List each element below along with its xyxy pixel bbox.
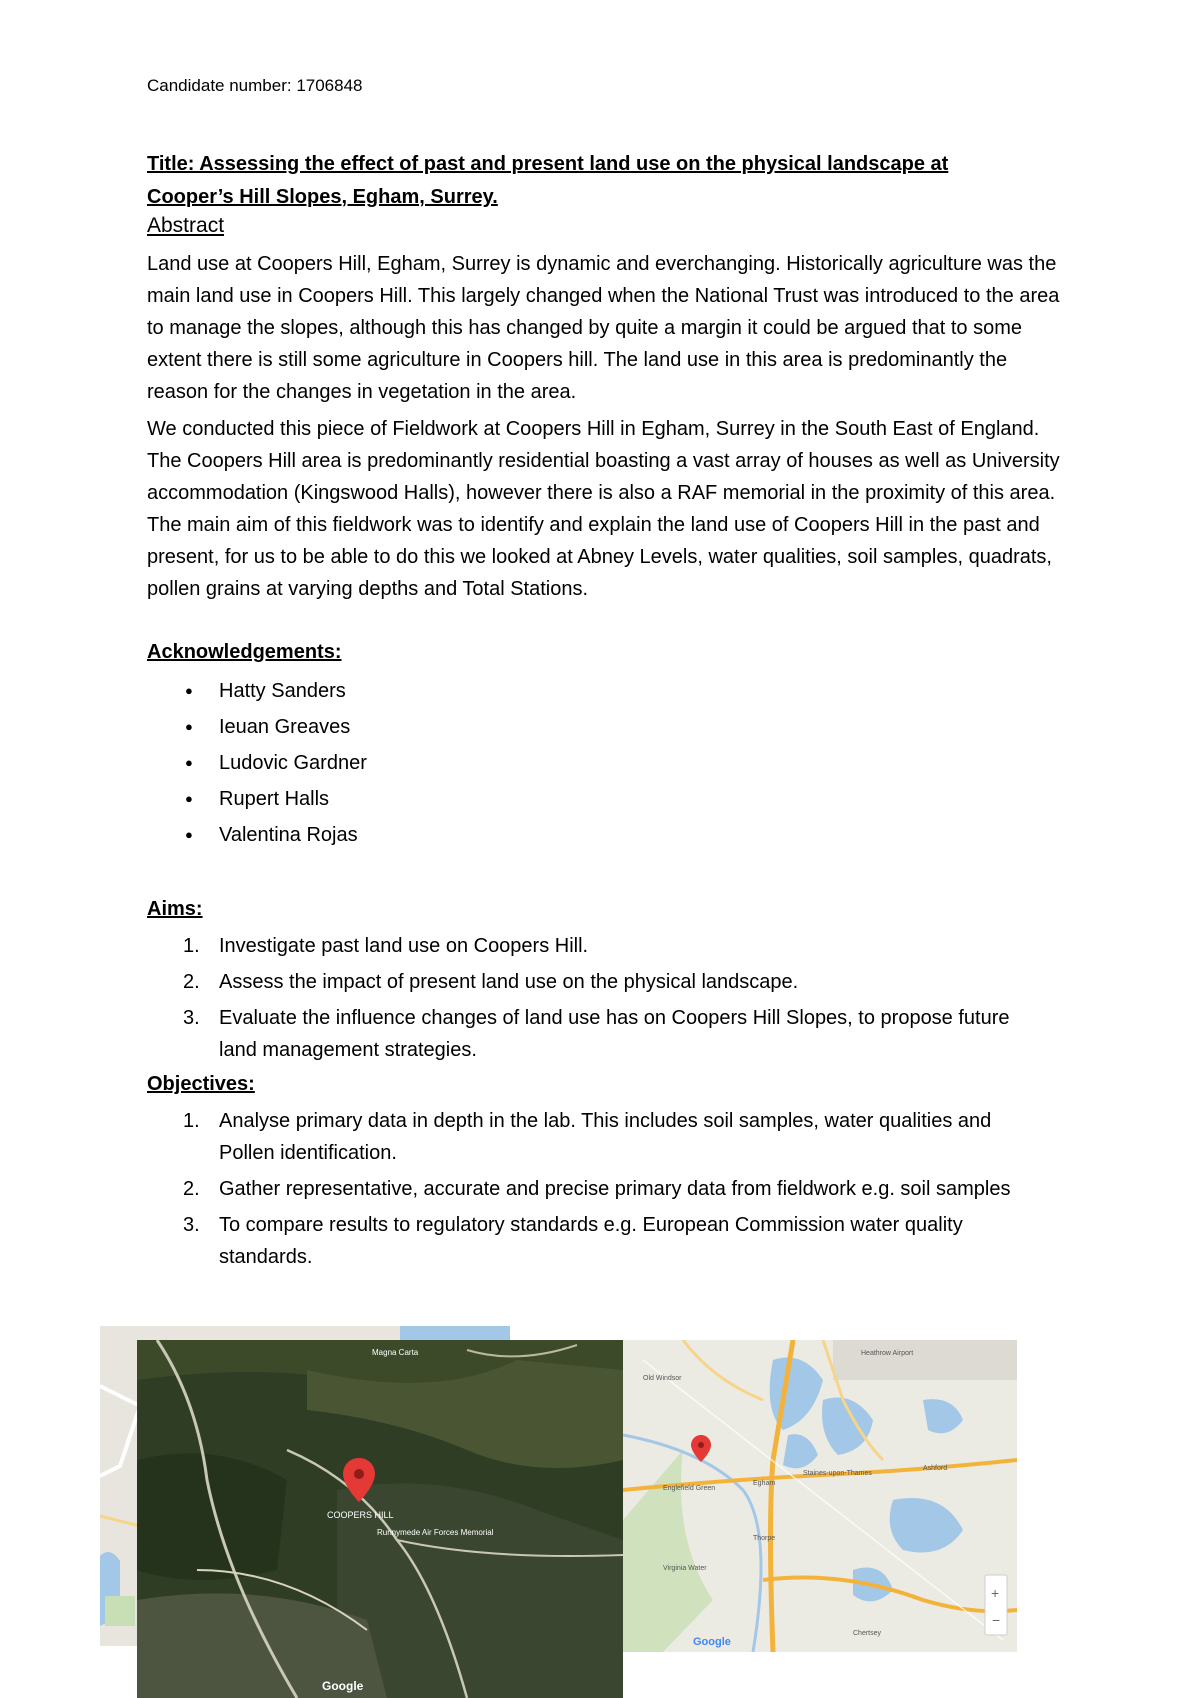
map-label: Englefield Green <box>663 1485 716 1492</box>
list-item: ● Hatty Sanders <box>147 673 367 709</box>
item-text: To compare results to regulatory standards e.g. European Commission water quality standards. <box>219 1214 963 1268</box>
item-number: 2. <box>183 1178 200 1200</box>
list-item: ● Ieuan Greaves <box>147 709 367 745</box>
list-item <box>147 1209 1047 1273</box>
item-number: 1. <box>183 935 200 957</box>
acknowledgements-list <box>147 673 367 853</box>
google-logo: Google <box>322 1679 364 1693</box>
map-label-memorial: Runnymede Air Forces Memorial <box>377 1528 494 1537</box>
zoom-in-icon[interactable]: + <box>991 1585 1000 1601</box>
document-title: Title: Assessing the effect of past and present land use on the physical landscape at Cooper’s Hill Slopes, Egham, Surrey. <box>147 153 949 208</box>
objectives-heading: Objectives: <box>147 1073 255 1095</box>
list-item <box>147 1173 1047 1205</box>
abstract-heading: Abstract <box>147 214 225 237</box>
map-zoom-controls[interactable] <box>985 1575 1007 1635</box>
map-label-magna-carta: Magna Carta <box>372 1348 419 1357</box>
map-label-coopers-hill: COOPERS HILL <box>327 1510 394 1520</box>
zoom-out-icon[interactable]: − <box>992 1612 1001 1628</box>
map-label: Ashford <box>923 1465 948 1472</box>
list-item <box>147 1002 1047 1066</box>
map-label: Chertsey <box>853 1630 882 1637</box>
list-item: ● Rupert Halls <box>147 781 367 817</box>
objectives-list <box>147 1105 1047 1277</box>
aims-list <box>147 930 1047 1070</box>
map-label: Thorpe <box>753 1535 776 1542</box>
list-item <box>147 1105 1047 1169</box>
item-text: Evaluate the influence changes of land use has on Coopers Hill Slopes, to propose future land management strategies. <box>219 1007 1010 1061</box>
item-number: 2. <box>183 971 200 993</box>
map-label: Staines-upon-Thames <box>803 1470 872 1477</box>
item-text: Investigate past land use on Coopers Hill. <box>219 935 589 957</box>
map-label: Old Windsor <box>643 1375 682 1382</box>
list-item: ● Ludovic Gardner <box>147 745 367 781</box>
road-map <box>623 1340 1017 1652</box>
item-number: 1. <box>183 1110 200 1132</box>
candidate-number: Candidate number: 1706848 <box>147 76 363 95</box>
satellite-map <box>137 1340 623 1698</box>
abstract-paragraph-1: Land use at Coopers Hill, Egham, Surrey is dynamic and everchanging. Historically agriculture was the main land use in Coopers Hill. This largely changed when the National Trust was introduced to the area to manage the slopes, although this has changed by quite a margin it could be argued that to some extent there is still some agriculture in Coopers hill. The land use in this area is predominantly the reason for the changes in vegetation in the area. <box>147 253 1060 403</box>
acknowledgements-heading: Acknowledgements: <box>147 641 342 663</box>
list-item: ● Valentina Rojas <box>147 817 367 853</box>
abstract-paragraph-2: We conducted this piece of Fieldwork at Coopers Hill in Egham, Surrey in the South East of England. The Coopers Hill area is predominantly residential boasting a vast array of houses as well as University accommodation (Kingswood Halls), however there is also a RAF memorial in the proximity of this area. The main aim of this fieldwork was to identify and explain the land use of Coopers Hill in the past and present, for us to be able to do this we looked at Abney Levels, water qualities, soil samples, quadrats, pollen grains at varying depths and Total Stations. <box>147 418 1060 600</box>
list-item <box>147 966 1047 998</box>
item-text: Analyse primary data in depth in the lab. This includes soil samples, water qualities and Pollen identification. <box>219 1110 992 1164</box>
item-text: Assess the impact of present land use on the physical landscape. <box>219 971 799 993</box>
aims-heading: Aims: <box>147 898 203 920</box>
google-logo: Google <box>693 1636 731 1648</box>
item-number: 3. <box>183 1007 200 1029</box>
item-text: Gather representative, accurate and precise primary data from fieldwork e.g. soil samples <box>219 1178 1011 1200</box>
map-label: Egham <box>753 1480 776 1487</box>
map-label: Heathrow Airport <box>861 1350 914 1357</box>
item-number: 3. <box>183 1214 200 1236</box>
list-item <box>147 930 1047 962</box>
map-label: Virginia Water <box>663 1565 707 1572</box>
